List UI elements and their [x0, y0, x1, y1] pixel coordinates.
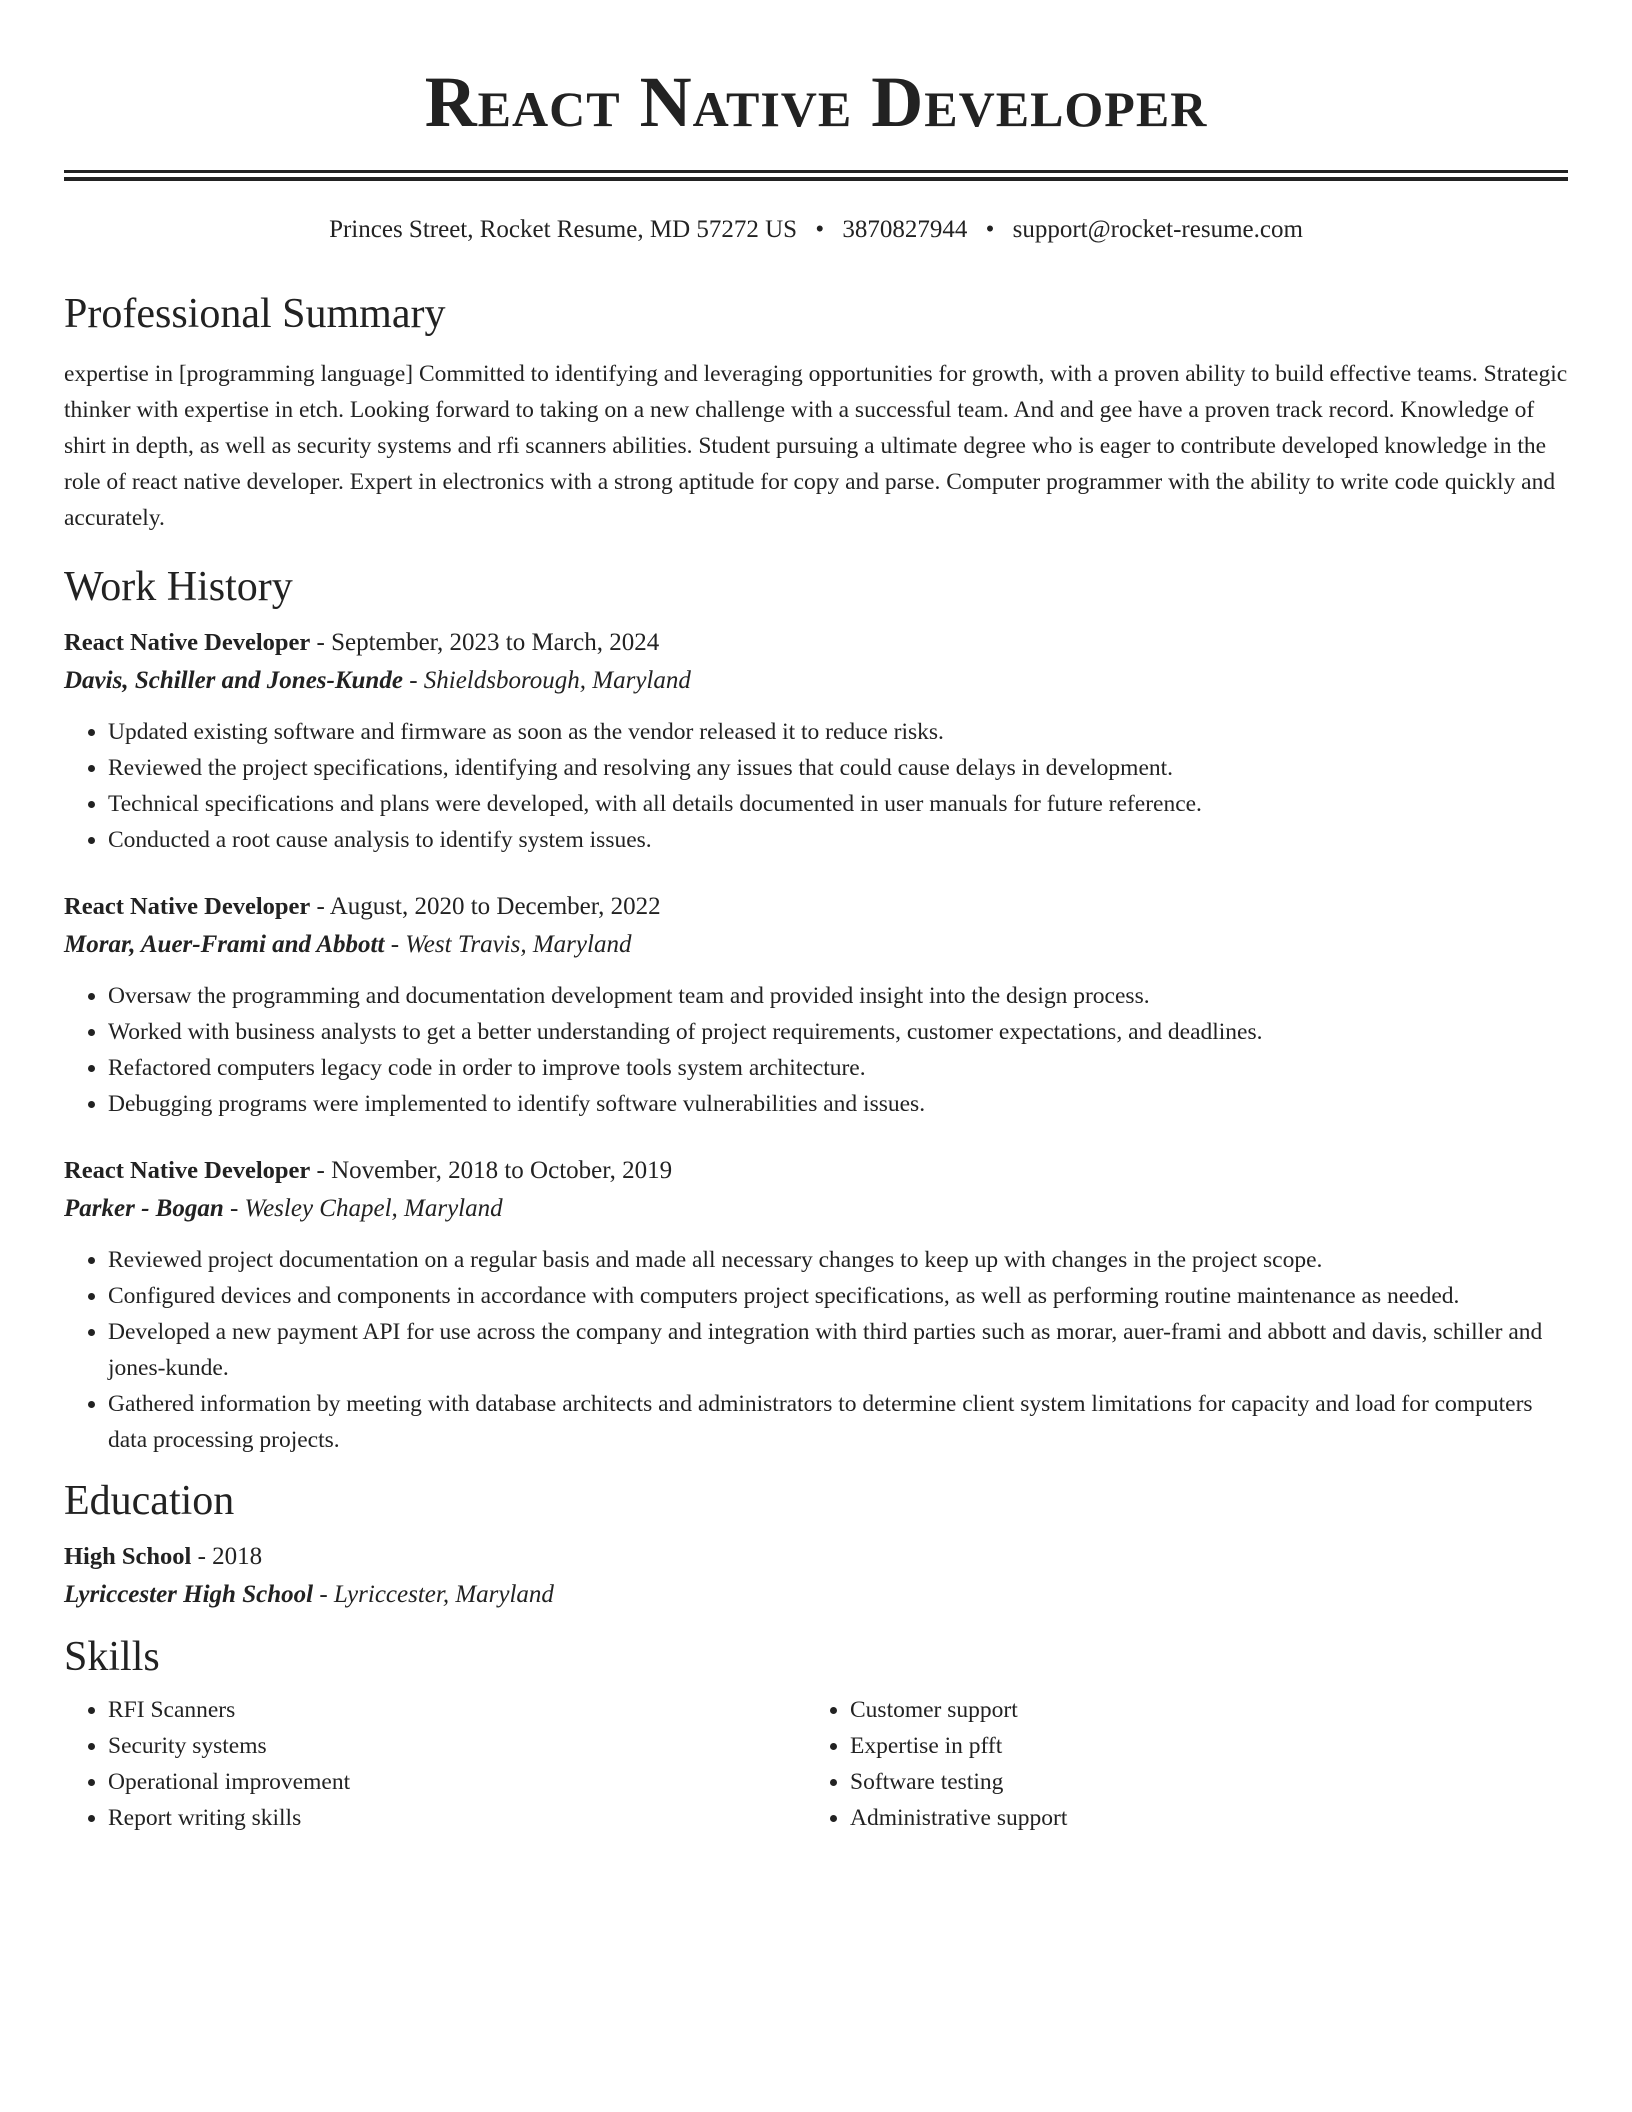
skill-item: • Customer support: [850, 1692, 1548, 1728]
job-entry: [64, 1152, 1568, 1458]
school-name: Lyriccester High School: [64, 1581, 314, 1608]
skills-heading: Skills: [64, 1634, 160, 1680]
job-company-line: [64, 1190, 1568, 1228]
school-line: [64, 1576, 1568, 1614]
job-title-line: [64, 888, 1568, 926]
job-dates: - November, 2018 to October, 2019: [310, 1157, 673, 1184]
job-role: React Native Developer: [64, 893, 311, 920]
job-company-line: [64, 926, 1568, 964]
contact-line: [64, 213, 1568, 247]
list-item: • Oversaw the programming and documentation development team and provided insight into the design process.: [108, 978, 1568, 1014]
skills-list-right: [806, 1692, 1548, 1836]
work-history-heading: Work History: [64, 564, 293, 610]
job-bullets: [64, 1242, 1568, 1458]
job-role: React Native Developer: [64, 1157, 311, 1184]
job-company: Parker - Bogan: [64, 1195, 224, 1222]
job-role: React Native Developer: [64, 629, 311, 656]
skills-list-left: [64, 1692, 806, 1836]
job-location: - Wesley Chapel, Maryland: [223, 1195, 503, 1222]
list-item: • Updated existing software and firmware as soon as the vendor released it to reduce risks.: [108, 714, 1568, 750]
phone: 3870827944: [842, 216, 968, 243]
graduation-year: - 2018: [191, 1543, 263, 1570]
job-dates: - August, 2020 to December, 2022: [310, 893, 661, 920]
job-bullets: [64, 714, 1568, 858]
job-entry: [64, 624, 1568, 858]
resume-name: React Native Developer: [424, 62, 1208, 142]
skill-item: • Report writing skills: [108, 1800, 806, 1836]
list-item: • Technical specifications and plans were developed, with all details documented in user manuals for future reference.: [108, 786, 1568, 822]
job-company: Morar, Auer-Frami and Abbott: [64, 931, 385, 958]
job-company: Davis, Schiller and Jones-Kunde: [64, 667, 403, 694]
skill-item: • Expertise in pfft: [850, 1728, 1548, 1764]
skill-item: • RFI Scanners: [108, 1692, 806, 1728]
header-divider: [64, 170, 1568, 181]
separator: •: [985, 216, 995, 243]
job-dates: - September, 2023 to March, 2024: [310, 629, 660, 656]
summary-text: expertise in [programming language] Committed to identifying and leveraging opportunities for growth, with a proven ability to build effective teams. Strategic thinker with expertise in etch. Looking forward to taking on a new challenge with a successful team. And and gee have a proven track record. Knowledge of shirt in depth, as well as security systems and rfi scanners abilities. Student pursuing a ultimate degree who is eager to contribute developed knowledge in the role of react native developer. Expert in electronics with a strong aptitude for copy and parse. Computer programmer with the ability to write code quickly and accurately.: [64, 361, 1568, 531]
list-item: • Refactored computers legacy code in order to improve tools system architecture.: [108, 1050, 1568, 1086]
list-item: • Worked with business analysts to get a better understanding of project requirements, customer expectations, and deadlines.: [108, 1014, 1568, 1050]
school-location: - Lyriccester, Maryland: [313, 1581, 554, 1608]
email: support@rocket-resume.com: [1012, 216, 1303, 243]
skill-item: • Administrative support: [850, 1800, 1548, 1836]
degree-line: [64, 1538, 1568, 1576]
education-heading: Education: [64, 1478, 235, 1524]
education-entry: [64, 1538, 1568, 1614]
job-title-line: [64, 1152, 1568, 1190]
list-item: • Reviewed the project specifications, identifying and resolving any issues that could cause delays in development.: [108, 750, 1568, 786]
skill-item: • Software testing: [850, 1764, 1548, 1800]
list-item: • Gathered information by meeting with database architects and administrators to determine client system limitations for capacity and load for computers data processing projects.: [108, 1386, 1568, 1458]
skills-columns: [64, 1692, 1568, 1836]
separator: •: [815, 216, 825, 243]
summary-heading: Professional Summary: [64, 291, 446, 337]
degree: High School: [64, 1543, 192, 1570]
job-location: - Shieldsborough, Maryland: [402, 667, 691, 694]
job-bullets: [64, 978, 1568, 1122]
list-item: • Debugging programs were implemented to identify software vulnerabilities and issues.: [108, 1086, 1568, 1122]
skill-item: • Operational improvement: [108, 1764, 806, 1800]
list-item: • Conducted a root cause analysis to identify system issues.: [108, 822, 1568, 858]
skill-item: • Security systems: [108, 1728, 806, 1764]
job-entry: [64, 888, 1568, 1122]
job-title-line: [64, 624, 1568, 662]
list-item: • Reviewed project documentation on a regular basis and made all necessary changes to keep up with changes in the project scope.: [108, 1242, 1568, 1278]
job-location: - West Travis, Maryland: [384, 931, 632, 958]
address: Princes Street, Rocket Resume, MD 57272 US: [329, 216, 798, 243]
job-company-line: [64, 662, 1568, 700]
list-item: • Configured devices and components in accordance with computers project specifications, as well as performing routine maintenance as needed.: [108, 1278, 1568, 1314]
list-item: • Developed a new payment API for use across the company and integration with third parties such as morar, auer-frami and abbott and davis, schiller and jones-kunde.: [108, 1314, 1568, 1386]
